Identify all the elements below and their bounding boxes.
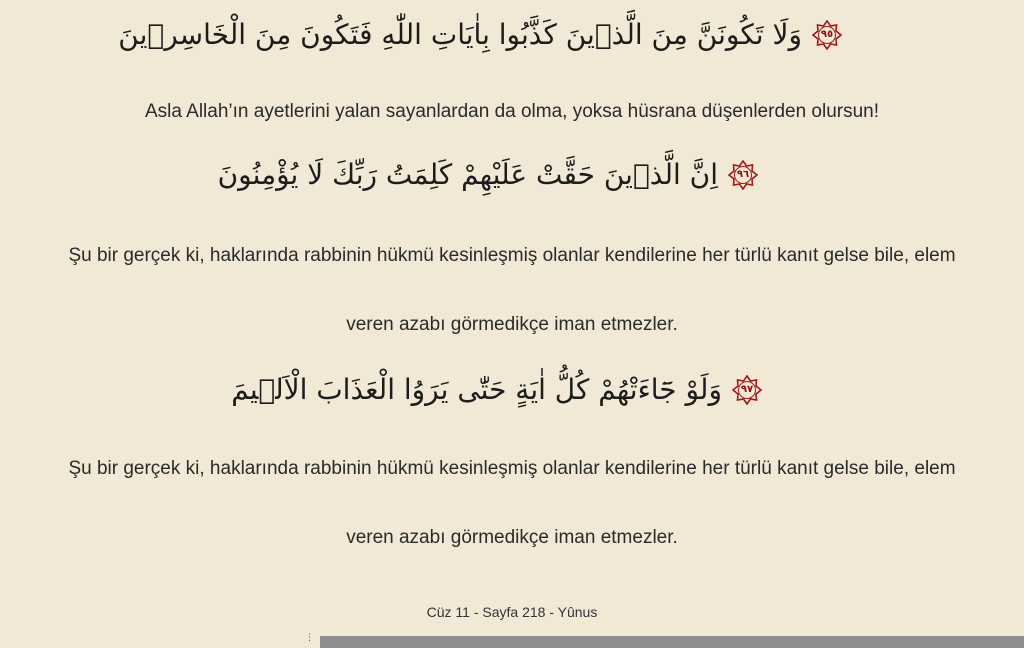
verse-96-translation-line-1: Şu bir gerçek ki, haklarında rabbinin hükmü kesinleşmiş olanlar kendilerine her türlü kanıt gelse bile, elem xyxy=(68,245,956,266)
verse-95-translation-line-1: Asla Allah’ın ayetlerini yalan sayanlardan da olma, yoksa hüsrana düşenlerden olursun! xyxy=(144,101,880,122)
verse-97-marker xyxy=(732,375,762,405)
verse-96-arabic xyxy=(218,158,758,191)
verse-97-text: وَلَوْ جَٓاءَتْهُمْ كُلُّ اٰيَةٍ حَتّٰى يَرَوُا الْعَذَابَ الْاَلٖيمَ xyxy=(231,373,722,406)
verse-95-marker xyxy=(812,20,842,50)
verse-95-arabic xyxy=(118,18,842,51)
verse-97-number: ٩٧ xyxy=(740,383,754,395)
verse-96-translation-line-2: veren azabı görmedikçe iman etmezler. xyxy=(346,314,678,335)
scroll-dots-icon: ⋮ xyxy=(305,633,314,643)
verse-97-arabic xyxy=(231,373,762,406)
verse-95-number: ٩٥ xyxy=(820,28,834,40)
page-footer: Cüz 11 - Sayfa 218 - Yûnus xyxy=(426,604,598,620)
verse-97-translation-line-2: veren azabı görmedikçe iman etmezler. xyxy=(346,527,678,548)
verse-96-number: ٩٦ xyxy=(736,168,750,180)
verse-95-text: وَلَا تَكُونَنَّ مِنَ الَّذٖينَ كَذَّبُوا بِاٰيَاتِ اللّٰهِ فَتَكُونَ مِنَ الْخَاسِرٖينَ xyxy=(118,18,802,51)
bottom-scroll-bar[interactable] xyxy=(320,636,1024,648)
verse-96-marker xyxy=(728,160,758,190)
verse-96-text: اِنَّ الَّذٖينَ حَقَّتْ عَلَيْهِمْ كَلِمَتُ رَبِّكَ لَا يُؤْمِنُونَ xyxy=(217,158,718,191)
verse-97-translation-line-1: Şu bir gerçek ki, haklarında rabbinin hükmü kesinleşmiş olanlar kendilerine her türlü kanıt gelse bile, elem xyxy=(68,458,956,479)
